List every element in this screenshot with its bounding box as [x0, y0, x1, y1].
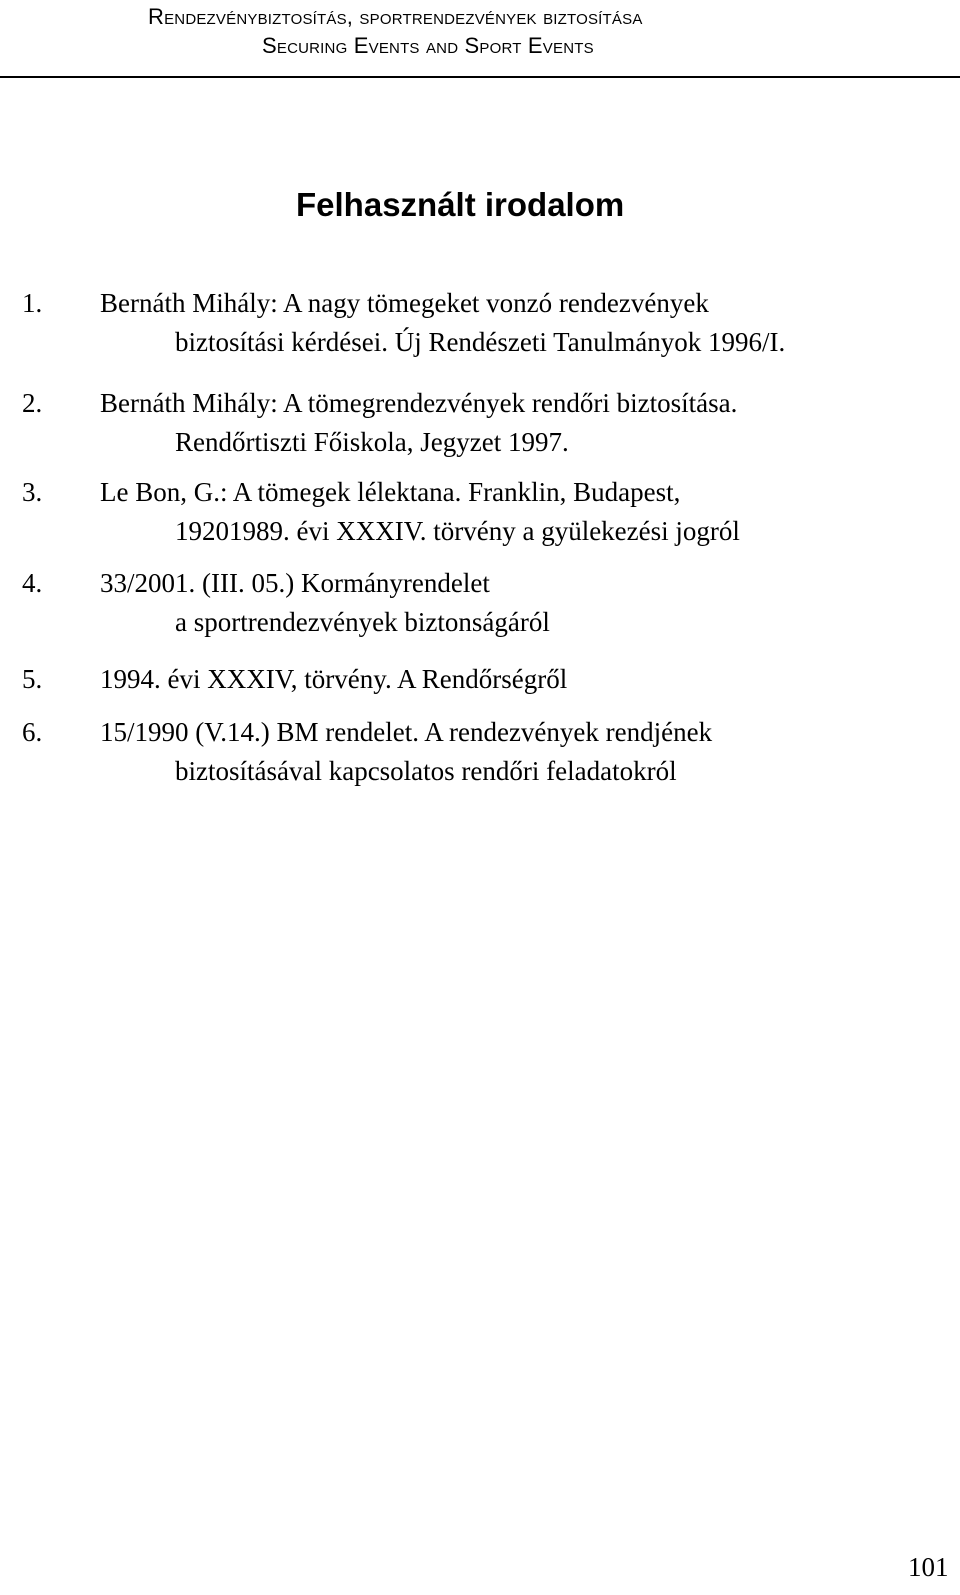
reference-number: 6. [22, 717, 43, 747]
reference-number: 3. [22, 477, 43, 507]
reference-number: 5. [22, 664, 43, 694]
reference-line: 33/2001. (III. 05.) Kormányrendelet [100, 568, 490, 598]
reference-line: Rendőrtiszti Főiskola, Jegyzet 1997. [175, 427, 569, 457]
running-head [0, 0, 960, 78]
reference-line: biztosításával kapcsolatos rendőri feladatokról [175, 756, 677, 786]
reference-line: a sportrendezvények biztonságáról [175, 607, 550, 637]
reference-line: 15/1990 (V.14.) BM rendelet. A rendezvények rendjének [100, 717, 713, 747]
running-head-title-en: Securing Events and Sport Events [262, 33, 594, 58]
reference-line: Le Bon, G.: A tömegek lélektana. Franklin, Budapest, [100, 477, 681, 507]
reference-line: Bernáth Mihály: A nagy tömegeket vonzó rendezvények [100, 288, 709, 318]
reference-line: 1994. évi XXXIV, törvény. A Rendőrségről [100, 664, 568, 694]
reference-line: biztosítási kérdései. Új Rendészeti Tanulmányok 1996/I. [175, 327, 786, 357]
section-heading: Felhasznált irodalom [296, 186, 625, 223]
reference-line: 19201989. évi XXXIV. törvény a gyülekezési jogról [175, 516, 740, 546]
page-number: 101 [908, 1552, 949, 1582]
reference-line: Bernáth Mihály: A tömegrendezvények rendőri biztosítása. [100, 388, 738, 418]
running-head-title-hu: Rendezvénybiztosítás, sportrendezvények biztosítása [148, 4, 643, 29]
reference-number: 1. [22, 288, 43, 318]
reference-number: 4. [22, 568, 43, 598]
reference-number: 2. [22, 388, 43, 418]
